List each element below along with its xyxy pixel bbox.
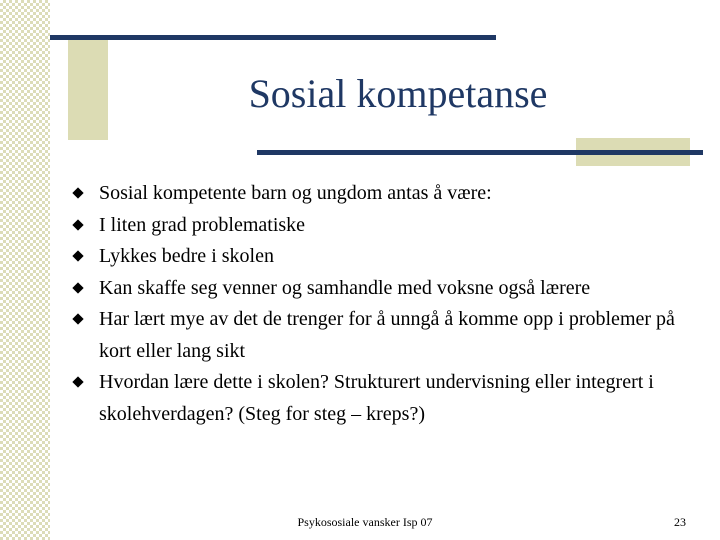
title-rule-bottom (257, 150, 703, 155)
accent-block-top (68, 36, 108, 140)
bullet-text: Kan skaffe seg venner og samhandle med voksne også lærere (99, 276, 591, 299)
bullet-item (72, 241, 682, 273)
bullet-item (72, 273, 682, 305)
bullet-item (72, 304, 682, 367)
diamond-bullet-icon (72, 250, 83, 261)
slide-footer: Psykososiale vansker Isp 07 (297, 515, 433, 529)
bullet-item (72, 178, 682, 210)
bullet-item (72, 210, 682, 242)
bullet-text: Har lært mye av det de trenger for å unngå å komme opp i problemer på kort eller lang sikt (99, 308, 675, 362)
bullet-text: Sosial kompetente barn og ungdom antas å være: (99, 182, 492, 204)
checkered-decoration (0, 0, 50, 540)
diamond-bullet-icon (72, 313, 83, 324)
diamond-bullet-icon (72, 187, 83, 198)
slide-title: Sosial kompetanse (248, 71, 548, 116)
bullet-text: I liten grad problematiske (99, 213, 306, 236)
bullet-list (72, 178, 682, 430)
diamond-bullet-icon (72, 376, 83, 387)
bullet-item (72, 367, 682, 430)
diamond-bullet-icon (72, 219, 83, 230)
bullet-text: Hvordan lære dette i skolen? Strukturert undervisning eller integrert i skolehverdagen? (Steg for steg – kreps?) (99, 371, 654, 425)
title-rule-top (50, 35, 496, 40)
bullet-text: Lykkes bedre i skolen (99, 245, 274, 267)
page-number: 23 (674, 515, 686, 529)
diamond-bullet-icon (72, 282, 83, 293)
